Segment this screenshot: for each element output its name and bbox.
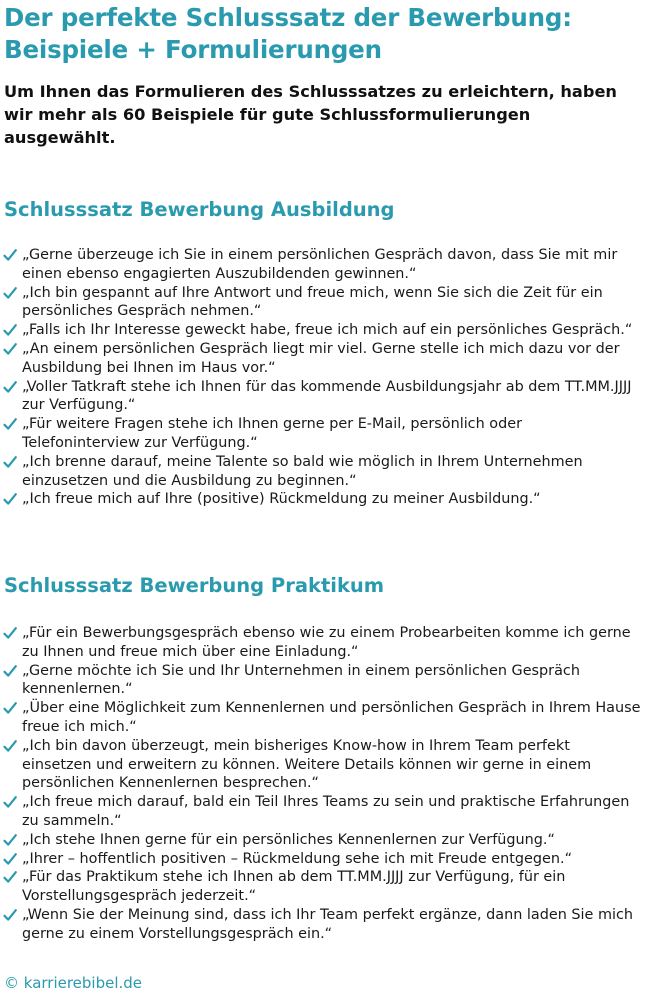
list-item: [0, 321, 642, 340]
list-item-text: „Gerne möchte ich Sie und Ihr Unternehmen in einem persönlichen Gespräch kennenlernen.“: [22, 662, 580, 698]
list-item: [0, 850, 642, 869]
section-heading-ausbildung: Schlusssatz Bewerbung Ausbildung: [4, 198, 395, 221]
list-item: [0, 340, 642, 378]
checkmark-icon: [2, 794, 18, 810]
list-item-text: „Ich stehe Ihnen gerne für ein persönliches Kennenlernen zur Verfügung.“: [22, 831, 555, 848]
checkmark-icon: [2, 341, 18, 357]
checkmark-icon: [2, 379, 18, 395]
list-item-text: „Für weitere Fragen stehe ich Ihnen gerne per E-Mail, persönlich oder Telefoninterview zur Verfügung.“: [22, 416, 523, 451]
checkmark-icon: [2, 851, 18, 867]
list-item-text: „Ich bin davon überzeugt, mein bisheriges Know-how in Ihrem Team perfekt einsetzen und erweitern zu können. Weitere Details können wir gerne in einem persönlichen Kennenlernen besprechen.“: [22, 737, 592, 792]
checkmark-icon: [2, 416, 18, 432]
checkmark-icon: [2, 322, 18, 338]
list-item-text: „Für das Praktikum stehe ich Ihnen ab dem TT.MM.JJJJ zur Verfügung, für ein Vorstellungsgespräch jederzeit.“: [22, 869, 566, 905]
checkmark-icon: [2, 738, 18, 754]
list-item: [0, 246, 642, 284]
list-item-text: „Ich freue mich darauf, bald ein Teil Ihres Teams zu sein und praktische Erfahrungen zu sammeln.“: [22, 794, 630, 829]
list-item-text: „Für ein Bewerbungsgespräch ebenso wie zu einem Probearbeiten komme ich gerne zu Ihnen und freue mich über eine Einladung.“: [22, 625, 631, 660]
checkmark-icon: [2, 285, 18, 301]
checkmark-icon: [2, 832, 18, 848]
list-item-text: „Voller Tatkraft stehe ich Ihnen für das kommende Ausbildungsjahr ab dem TT.MM.JJJJ zur Verfügung.“: [22, 378, 632, 414]
list-item: [0, 453, 642, 491]
list-item: [0, 793, 642, 831]
list-item-text: „Ich brenne darauf, meine Talente so bald wie möglich in Ihrem Unternehmen einzusetzen und die Ausbildung zu beginnen.“: [22, 453, 583, 489]
list-item-text: „Wenn Sie der Meinung sind, dass ich Ihr Team perfekt ergänze, dann laden Sie mich gerne zu einem Vorstellungsgespräch ein.“: [22, 906, 634, 942]
list-item: [0, 831, 642, 850]
checkmark-icon: [2, 663, 18, 679]
checkmark-icon: [2, 247, 18, 263]
list-item: [0, 378, 642, 416]
intro-text: Um Ihnen das Formulieren des Schlusssatzes zu erleichtern, haben wir mehr als 60 Beispiele für gute Schlussformulierungen ausgewählt.: [4, 82, 617, 147]
checkmark-icon: [2, 491, 18, 507]
list-item: [0, 415, 642, 453]
page-title: Der perfekte Schlusssatz der Bewerbung: Beispiele + Formulierungen: [4, 3, 572, 64]
list-item-text: „Über eine Möglichkeit zum Kennenlernen und persönlichen Gespräch in Ihrem Hause freue ich mich.“: [22, 700, 641, 735]
list-item: [0, 662, 642, 700]
checkmark-icon: [2, 869, 18, 885]
list-item: [0, 906, 642, 944]
list-item-text: „Ich bin gespannt auf Ihre Antwort und freue mich, wenn Sie sich die Zeit für ein persönliches Gespräch nehmen.“: [22, 284, 603, 320]
list-item-text: „Ich freue mich auf Ihre (positive) Rückmeldung zu meiner Ausbildung.“: [22, 491, 541, 508]
checkmark-icon: [2, 700, 18, 716]
list-item-text: „Gerne überzeuge ich Sie in einem persönlichen Gespräch davon, dass Sie mit mir einen ebenso engagierten Auszubildenden gewinnen.“: [22, 247, 618, 282]
checklist-ausbildung: [0, 246, 642, 509]
list-item: [0, 737, 642, 793]
list-item: [0, 624, 642, 662]
list-item-text: „An einem persönlichen Gespräch liegt mir viel. Gerne stelle ich mich dazu vor der Ausbildung bei Ihnen im Haus vor.“: [22, 340, 620, 376]
list-item: [0, 490, 642, 509]
list-item: [0, 699, 642, 737]
list-item: [0, 284, 642, 322]
checkmark-icon: [2, 907, 18, 923]
checkmark-icon: [2, 454, 18, 470]
list-item: [0, 868, 642, 906]
checkmark-icon: [2, 625, 18, 641]
checklist-praktikum: [0, 624, 642, 944]
section-heading-praktikum: Schlusssatz Bewerbung Praktikum: [4, 574, 385, 597]
copyright-footer: © karrierebibel.de: [4, 974, 143, 992]
list-item-text: „Falls ich Ihr Interesse geweckt habe, freue ich mich auf ein persönliches Gespräch.“: [22, 322, 633, 339]
list-item-text: „Ihrer – hoffentlich positiven – Rückmeldung sehe ich mit Freude entgegen.“: [22, 850, 573, 867]
